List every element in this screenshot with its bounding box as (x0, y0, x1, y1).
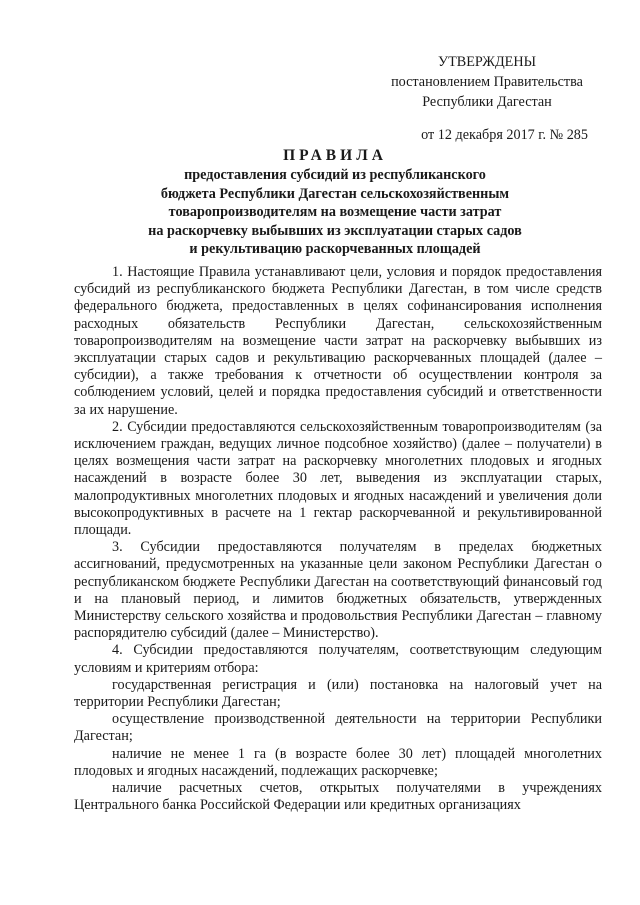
criterion-accounts: наличие расчетных счетов, открытых получателями в учреждениях Центрального банка Российской Федерации или кредитных организациях (74, 780, 602, 814)
paragraph-2: 2. Субсидии предоставляются сельскохозяйственным товаропроизводителям (за исключением граждан, ведущих личное подсобное хозяйство) (далее – получатели) в целях возмещения части затрат на раскорчевку многолетних плодовых и ягодных насаждений в возрасте более 30 лет, выведения из эксплуатации старых, малопродуктивных многолетних плодовых и ягодных насаждений и увеличения доли высокопродуктивных в расчете на 1 гектар раскорчеванной и рекультивированной площади. (74, 418, 602, 539)
title-line: предоставления субсидий из республиканского (184, 167, 486, 183)
title-line: бюджета Республики Дагестан сельскохозяйственным (160, 185, 510, 202)
title-line: на раскорчевку выбывших из эксплуатации старых садов (148, 222, 522, 239)
approval-stamp (372, 52, 602, 145)
criterion-area: наличие не менее 1 га (в возрасте более 30 лет) площадей многолетних плодовых и ягодных насаждений, подлежащих раскорчевке; (74, 745, 602, 779)
document-body (74, 264, 602, 815)
criterion-activity: осуществление производственной деятельности на территории Республики Дагестан; (74, 711, 602, 745)
title-line: и рекультивацию раскорчеванных площадей (189, 241, 481, 257)
approval-issuer: постановлением Правительства (391, 74, 583, 90)
approval-region: Республики Дагестан (422, 94, 552, 110)
paragraph-3: 3. Субсидии предоставляются получателям в пределах бюджетных ассигнований, предусмотренных на указанные цели законом Республики Дагестан о республиканском бюджете Республики Дагестан на соответствующий финансовый год и на плановый период, и лимитов бюджетных обязательств, утвержденных Министерству сельского хозяйства и продовольствия Республики Дагестан – главному распорядителю субсидий (далее – Министерство). (74, 539, 602, 642)
criterion-registration: государственная регистрация и (или) постановка на налоговый учет на территории Республики Дагестан; (74, 676, 602, 711)
paragraph-1: 1. Настоящие Правила устанавливают цели, условия и порядок предоставления субсидий из республиканского бюджета Республики Дагестан, в том числе средств федерального бюджета, предоставленных в целях софинансирования исполнения расходных обязательств Республики Дагестан, сельскохозяйственным товаропроизводителям на возмещение части затрат на раскорчевку выбывших из эксплуатации старых садов и рекультивацию раскорчеванных площадей (далее – субсидии), а также требования к отчетности об осуществлении контроля за соблюдением условий, целей и порядка предоставления субсидий и ответственности за их нарушение. (74, 264, 602, 418)
paragraph-4: 4. Субсидии предоставляются получателям, соответствующим следующим условиям и критериям отбора: (74, 642, 602, 676)
approval-date: от 12 декабря 2017 г. № 285 (421, 127, 588, 143)
document-title (40, 146, 630, 259)
title-line: товаропроизводителям на возмещение части затрат (168, 204, 502, 220)
approval-heading: УТВЕРЖДЕНЫ (438, 54, 536, 70)
title-main: ПРАВИЛА (283, 147, 387, 164)
